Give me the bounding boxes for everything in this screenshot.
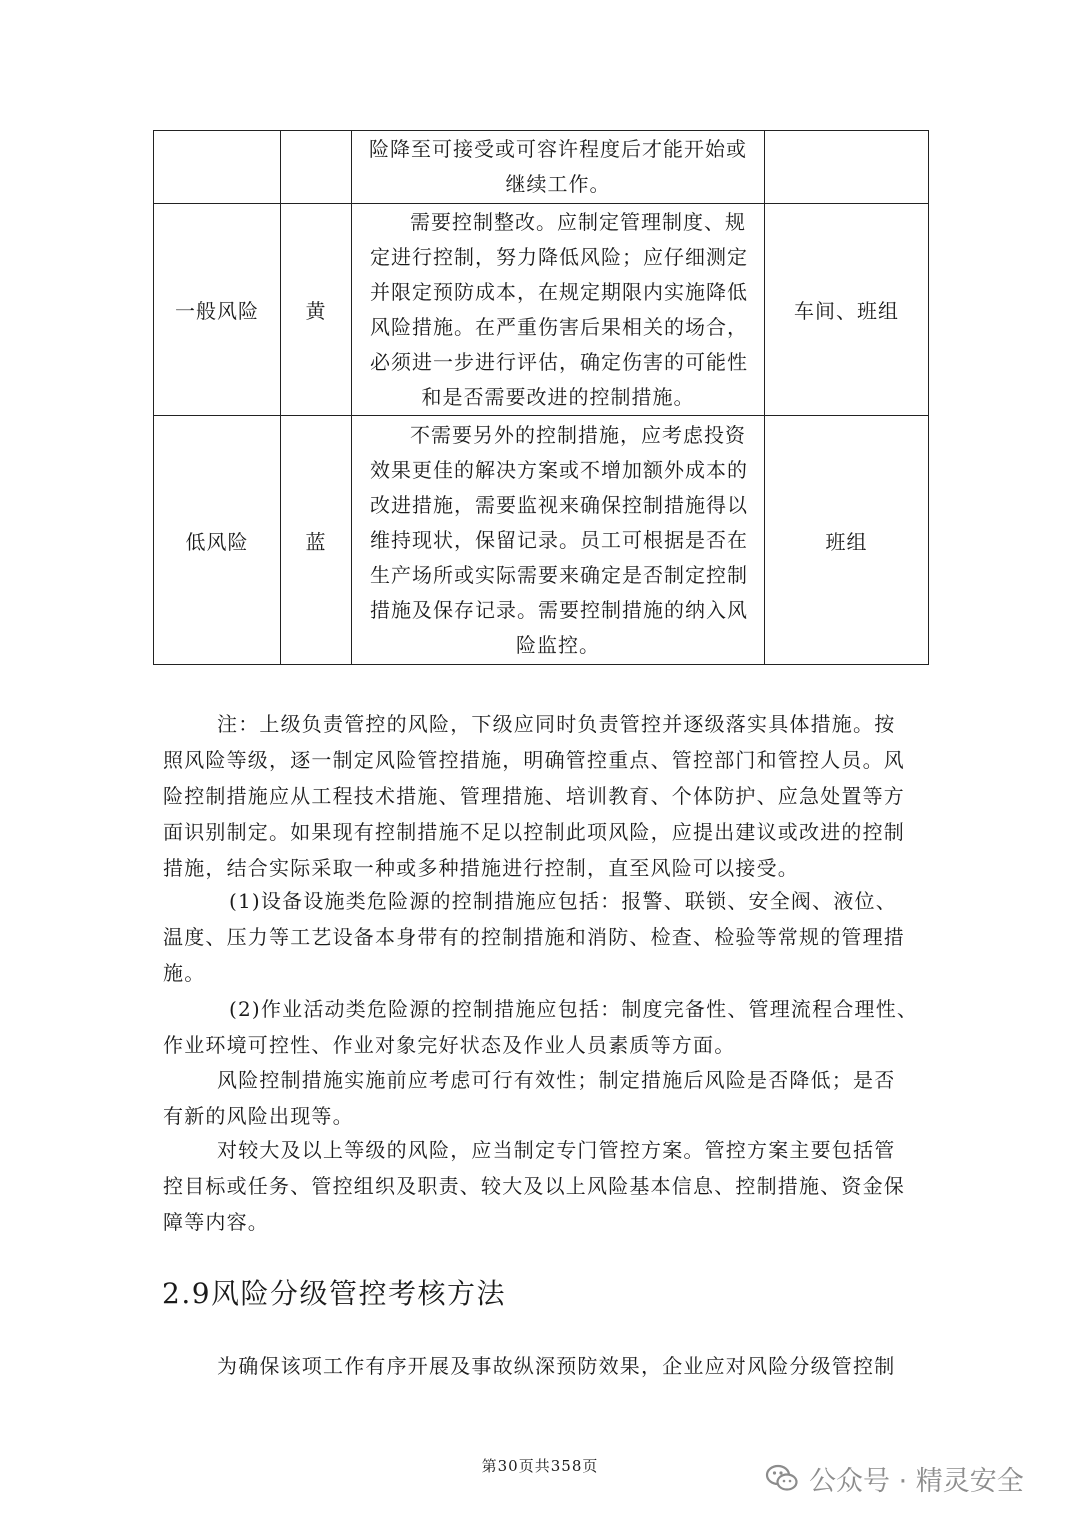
risk-color-cell: 黄 xyxy=(281,204,352,416)
text-line: 温度、压力等工艺设备本身带有的控制措施和消防、检查、检验等常规的管理措 xyxy=(163,925,905,949)
risk-level-cell: 低风险 xyxy=(154,416,281,665)
measure-line: 需要控制整改。应制定管理制度、规 xyxy=(410,209,746,234)
measure-line: 并限定预防成本，在规定期限内实施降低 xyxy=(370,279,748,304)
measure-line: 不需要另外的控制措施，应考虑投资 xyxy=(410,422,746,447)
text-line: 面识别制定。如果现有控制措施不足以控制此项风险，应提出建议或改进的控制 xyxy=(163,820,905,844)
text-line: 对较大及以上等级的风险，应当制定专门管控方案。管控方案主要包括管 xyxy=(217,1138,896,1162)
risk-color-cell: 蓝 xyxy=(281,416,352,665)
text-line: 风险控制措施实施前应考虑可行有效性；制定措施后风险是否降低；是否 xyxy=(217,1068,896,1092)
text-line: 照风险等级，逐一制定风险管控措施，明确管控重点、管控部门和管控人员。风 xyxy=(163,748,905,772)
responsible-unit-cell xyxy=(765,131,929,204)
responsible-unit-cell: 班组 xyxy=(765,416,929,665)
measure-line: 维持现状，保留记录。员工可根据是否在 xyxy=(370,527,748,552)
measure-line: 改进措施，需要监视来确保控制措施得以 xyxy=(370,492,748,517)
measure-line: 和是否需要改进的控制措施。 xyxy=(421,384,695,409)
text-line: 注：上级负责管控的风险，下级应同时负责管控并逐级落实具体措施。按 xyxy=(217,712,896,736)
text-line: (2)作业活动类危险源的控制措施应包括：制度完备性、管理流程合理性、 xyxy=(229,997,919,1021)
assessment-paragraph xyxy=(163,1348,923,1384)
feasibility-paragraph xyxy=(163,1062,923,1134)
text-line: 险控制措施应从工程技术措施、管理措施、培训教育、个体防护、应急处置等方 xyxy=(163,784,905,808)
activity-measures-paragraph xyxy=(163,991,923,1063)
text-line: 障等内容。 xyxy=(163,1210,269,1234)
measure-line: 险降至可接受或可容许程度后才能开始或 xyxy=(369,137,747,161)
risk-level-cell: 一般风险 xyxy=(154,204,281,416)
control-measures-cell xyxy=(352,131,765,204)
section-heading: 2.9风险分级管控考核方法 xyxy=(162,1277,507,1310)
text-line: 作业环境可控性、作业对象完好状态及作业人员素质等方面。 xyxy=(163,1033,736,1057)
measure-line: 继续工作。 xyxy=(505,172,611,196)
text-line: 措施，结合实际采取一种或多种措施进行控制，直至风险可以接受。 xyxy=(163,856,799,880)
measure-line: 必须进一步进行评估，确定伤害的可能性 xyxy=(370,349,748,374)
control-measures-cell xyxy=(352,416,765,665)
measure-line: 生产场所或实际需要来确定是否制定控制 xyxy=(370,562,748,587)
risk-level-cell xyxy=(154,131,281,204)
responsible-unit-cell: 车间、班组 xyxy=(765,204,929,416)
note-paragraph xyxy=(163,706,923,886)
measure-line: 措施及保存记录。需要控制措施的纳入风 xyxy=(370,597,748,622)
control-plan-paragraph xyxy=(163,1132,923,1240)
control-measures-cell xyxy=(352,204,765,416)
risk-color-cell xyxy=(281,131,352,204)
measure-line: 风险措施。在严重伤害后果相关的场合， xyxy=(370,314,748,339)
text-line: 控目标或任务、管控组织及职责、较大及以上风险基本信息、控制措施、资金保 xyxy=(163,1174,905,1198)
wechat-icon xyxy=(765,1461,799,1495)
watermark xyxy=(765,1458,1024,1498)
measure-line: 险监控。 xyxy=(516,632,600,657)
table-row xyxy=(154,204,929,416)
watermark-text: 公众号 · 精灵安全 xyxy=(809,1465,1024,1497)
page-number-footer: 第30页共358页 xyxy=(481,1457,599,1475)
measure-line: 效果更佳的解决方案或不增加额外成本的 xyxy=(370,457,748,482)
equipment-measures-paragraph xyxy=(163,883,923,991)
text-line: 为确保该项工作有序开展及事故纵深预防效果，企业应对风险分级管控制 xyxy=(217,1354,896,1378)
text-line: 有新的风险出现等。 xyxy=(163,1104,354,1128)
risk-level-table xyxy=(153,130,929,665)
text-line: 施。 xyxy=(163,961,206,985)
text-line: (1)设备设施类危险源的控制措施应包括：报警、联锁、安全阀、液位、 xyxy=(229,889,897,913)
measure-line: 定进行控制，努力降低风险；应仔细测定 xyxy=(370,244,748,269)
table-row xyxy=(154,416,929,665)
table-row xyxy=(154,131,929,204)
